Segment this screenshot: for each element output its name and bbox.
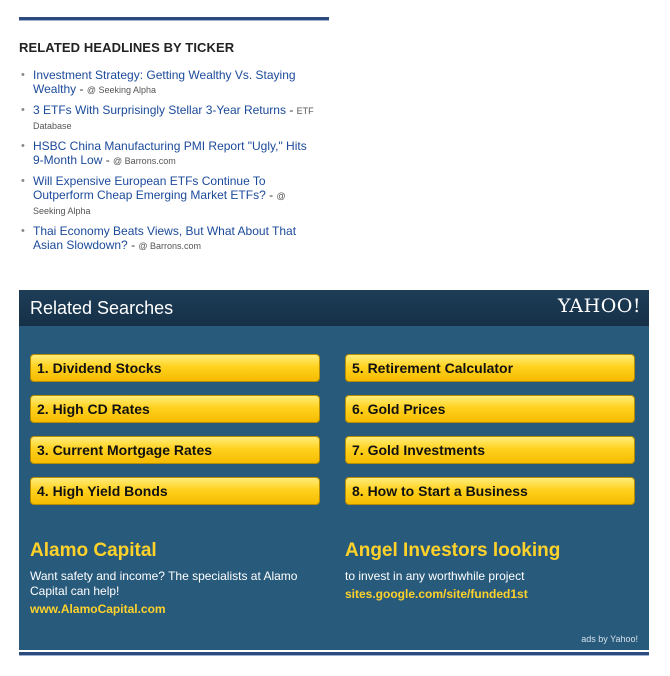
headline-link[interactable]: 3 ETFs With Surprisingly Stellar 3-Year Returns [33, 103, 286, 117]
bullet-icon: • [21, 140, 25, 152]
search-button-dividend-stocks[interactable]: 1. Dividend Stocks [30, 354, 320, 382]
search-button-gold-prices[interactable]: 6. Gold Prices [345, 395, 635, 423]
headline-link[interactable]: Investment Strategy: Getting Wealthy Vs. Staying Wealthy [33, 68, 296, 96]
ad-title-alamo-capital[interactable]: Alamo Capital [30, 540, 157, 561]
headline-item: • HSBC China Manufacturing PMI Report "Ugly," Hits 9-Month Low - @ Barrons.com [21, 139, 307, 167]
bullet-icon: • [21, 225, 25, 237]
ad-title-angel-investors[interactable]: Angel Investors looking [345, 540, 561, 561]
bullet-icon: • [21, 175, 25, 187]
bottom-divider [19, 652, 649, 656]
headline-link[interactable]: Will Expensive European ETFs Continue To Outperform Cheap Emerging Market ETFs? [33, 174, 266, 202]
ad-url-angel-investors[interactable]: sites.google.com/site/funded1st [345, 587, 528, 601]
search-button-high-cd-rates[interactable]: 2. High CD Rates [30, 395, 320, 423]
search-button-start-a-business[interactable]: 8. How to Start a Business [345, 477, 635, 505]
headline-item: • Will Expensive European ETFs Continue To Outperform Cheap Emerging Market ETFs? - @ Seeking Alpha [21, 174, 286, 216]
ad-url-alamo-capital[interactable]: www.AlamoCapital.com [30, 602, 166, 616]
search-button-high-yield-bonds[interactable]: 4. High Yield Bonds [30, 477, 320, 505]
bullet-icon: • [21, 69, 25, 81]
headline-item: • Thai Economy Beats Views, But What About That Asian Slowdown? - @ Barrons.com [21, 224, 297, 252]
headline-source: ETF Database [33, 106, 314, 131]
headline-source: @ Barrons.com [138, 241, 202, 251]
ad-description-angel-investors: to invest in any worthwhile project [345, 569, 525, 583]
headline-source: @ Seeking Alpha [86, 85, 156, 95]
related-searches-header [19, 290, 649, 326]
search-button-retirement-calculator[interactable]: 5. Retirement Calculator [345, 354, 635, 382]
related-headlines-heading: RELATED HEADLINES BY TICKER [19, 40, 235, 55]
ads-by-yahoo-label[interactable]: ads by Yahoo! [581, 634, 638, 644]
related-searches-title: Related Searches [30, 298, 174, 318]
ad-description-alamo-capital: Want safety and income? The specialists at Alamo Capital can help! [30, 569, 298, 598]
headline-item: • 3 ETFs With Surprisingly Stellar 3-Year Returns - ETF Database [21, 103, 314, 131]
related-searches-panel [19, 290, 649, 650]
search-button-current-mortgage-rates[interactable]: 3. Current Mortgage Rates [30, 436, 320, 464]
headline-source: @ Barrons.com [113, 156, 176, 166]
headline-link[interactable]: HSBC China Manufacturing PMI Report "Ugly," Hits 9-Month Low [33, 139, 307, 167]
bullet-icon: • [21, 104, 25, 116]
yahoo-logo: YAHOO! [557, 295, 641, 317]
headline-source: @ Seeking Alpha [33, 191, 286, 216]
headline-link[interactable]: Thai Economy Beats Views, But What About That Asian Slowdown? [33, 224, 297, 252]
headline-item: • Investment Strategy: Getting Wealthy Vs. Staying Wealthy - @ Seeking Alpha [21, 68, 296, 96]
search-button-gold-investments[interactable]: 7. Gold Investments [345, 436, 635, 464]
related-headlines-list [19, 68, 319, 259]
top-divider [19, 17, 329, 21]
